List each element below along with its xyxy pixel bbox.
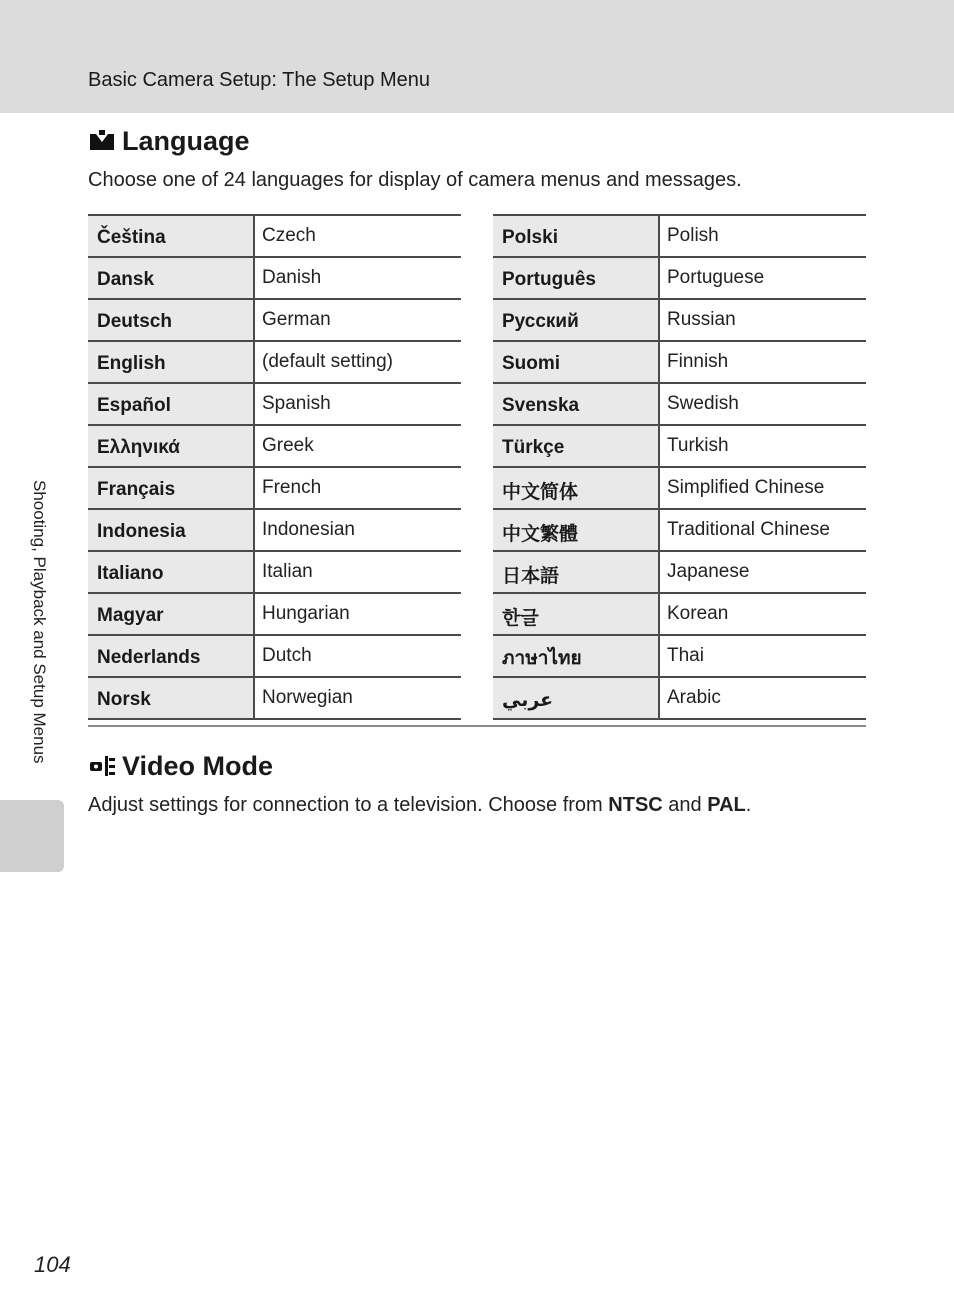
language-native-name: Svenska <box>493 383 659 425</box>
language-native-name: 한글 <box>493 593 659 635</box>
language-english-name: Polish <box>667 225 719 246</box>
language-native-name: Español <box>88 383 254 425</box>
video-mode-intro-end: . <box>745 794 752 816</box>
pal-option: PAL <box>707 794 746 816</box>
language-row <box>493 257 866 299</box>
language-english-name: Czech <box>262 225 316 246</box>
language-english-name: Swedish <box>667 393 739 414</box>
language-native-name: English <box>88 341 254 383</box>
language-table-right <box>493 214 866 720</box>
language-row <box>493 383 866 425</box>
language-english-name: Turkish <box>667 435 729 456</box>
language-english-name: Traditional Chinese <box>667 519 830 540</box>
language-row <box>493 341 866 383</box>
language-english-name: Italian <box>262 561 313 582</box>
language-row <box>88 467 461 509</box>
language-native-name: Indonesia <box>88 509 254 551</box>
language-row <box>88 635 461 677</box>
language-native-name: Norsk <box>88 677 254 719</box>
language-native-name: Nederlands <box>88 635 254 677</box>
language-native-name: Deutsch <box>88 299 254 341</box>
language-native-name: Türkçe <box>493 425 659 467</box>
language-native-name: Magyar <box>88 593 254 635</box>
language-english-name: Simplified Chinese <box>667 477 825 498</box>
language-row <box>493 677 866 719</box>
language-row <box>493 551 866 593</box>
language-native-name: Čeština <box>88 215 254 257</box>
language-native-name: Ελληνικά <box>88 425 254 467</box>
language-english-name: Finnish <box>667 351 729 372</box>
language-english-name: Greek <box>262 435 314 456</box>
section-divider <box>88 725 866 727</box>
side-tab-marker <box>0 800 64 872</box>
language-english-name: Norwegian <box>262 687 353 708</box>
page-number: 104 <box>34 1252 71 1277</box>
video-mode-icon <box>88 753 116 779</box>
language-row <box>88 551 461 593</box>
language-row <box>493 509 866 551</box>
language-english-name: Portuguese <box>667 267 765 288</box>
language-native-name: Русский <box>493 299 659 341</box>
language-title: Language <box>122 126 250 156</box>
language-row <box>493 467 866 509</box>
language-native-name: Dansk <box>88 257 254 299</box>
language-row <box>88 215 461 257</box>
language-english-name: Thai <box>667 645 704 666</box>
language-native-name: Polski <box>493 215 659 257</box>
language-row <box>493 215 866 257</box>
language-row <box>88 341 461 383</box>
language-english-name: Danish <box>262 267 322 288</box>
language-icon <box>88 128 116 154</box>
video-mode-heading <box>88 749 273 783</box>
language-row <box>493 593 866 635</box>
language-english-name: Hungarian <box>262 603 350 624</box>
video-mode-intro-and: and <box>662 794 708 816</box>
language-row <box>493 299 866 341</box>
language-native-name: عربي <box>493 677 659 719</box>
language-native-name: ภาษาไทย <box>493 635 659 677</box>
video-mode-title: Video Mode <box>122 751 274 781</box>
video-mode-intro-text: Adjust settings for connection to a television. Choose from <box>88 794 609 816</box>
language-native-name: Français <box>88 467 254 509</box>
language-native-name: 中文繁體 <box>493 509 659 551</box>
language-english-name: Indonesian <box>262 519 355 540</box>
language-row <box>88 299 461 341</box>
video-mode-intro <box>88 791 751 819</box>
language-english-name: German <box>262 309 331 330</box>
language-english-name: French <box>262 477 322 498</box>
language-english-name: (default setting) <box>262 351 393 372</box>
language-row <box>88 509 461 551</box>
running-header: Basic Camera Setup: The Setup Menu <box>88 69 431 91</box>
language-row <box>88 425 461 467</box>
language-row <box>493 635 866 677</box>
header-band <box>0 0 954 113</box>
language-row <box>88 677 461 719</box>
language-native-name: Italiano <box>88 551 254 593</box>
language-native-name: 中文简体 <box>493 467 659 509</box>
language-intro: Choose one of 24 languages for display of camera menus and messages. <box>88 169 742 191</box>
language-english-name: Dutch <box>262 645 312 666</box>
language-english-name: Russian <box>667 309 736 330</box>
ntsc-option: NTSC <box>608 794 663 816</box>
language-native-name: 日本語 <box>493 551 659 593</box>
language-row <box>493 425 866 467</box>
language-english-name: Korean <box>667 603 729 624</box>
language-english-name: Japanese <box>667 561 750 582</box>
language-table-left <box>88 214 461 720</box>
language-native-name: Português <box>493 257 659 299</box>
language-row <box>88 383 461 425</box>
language-heading <box>88 124 250 158</box>
language-row <box>88 593 461 635</box>
language-english-name: Arabic <box>667 687 721 708</box>
language-english-name: Spanish <box>262 393 331 414</box>
language-native-name: Suomi <box>493 341 659 383</box>
language-row <box>88 257 461 299</box>
side-section-label: Shooting, Playback and Setup Menus <box>30 480 49 764</box>
